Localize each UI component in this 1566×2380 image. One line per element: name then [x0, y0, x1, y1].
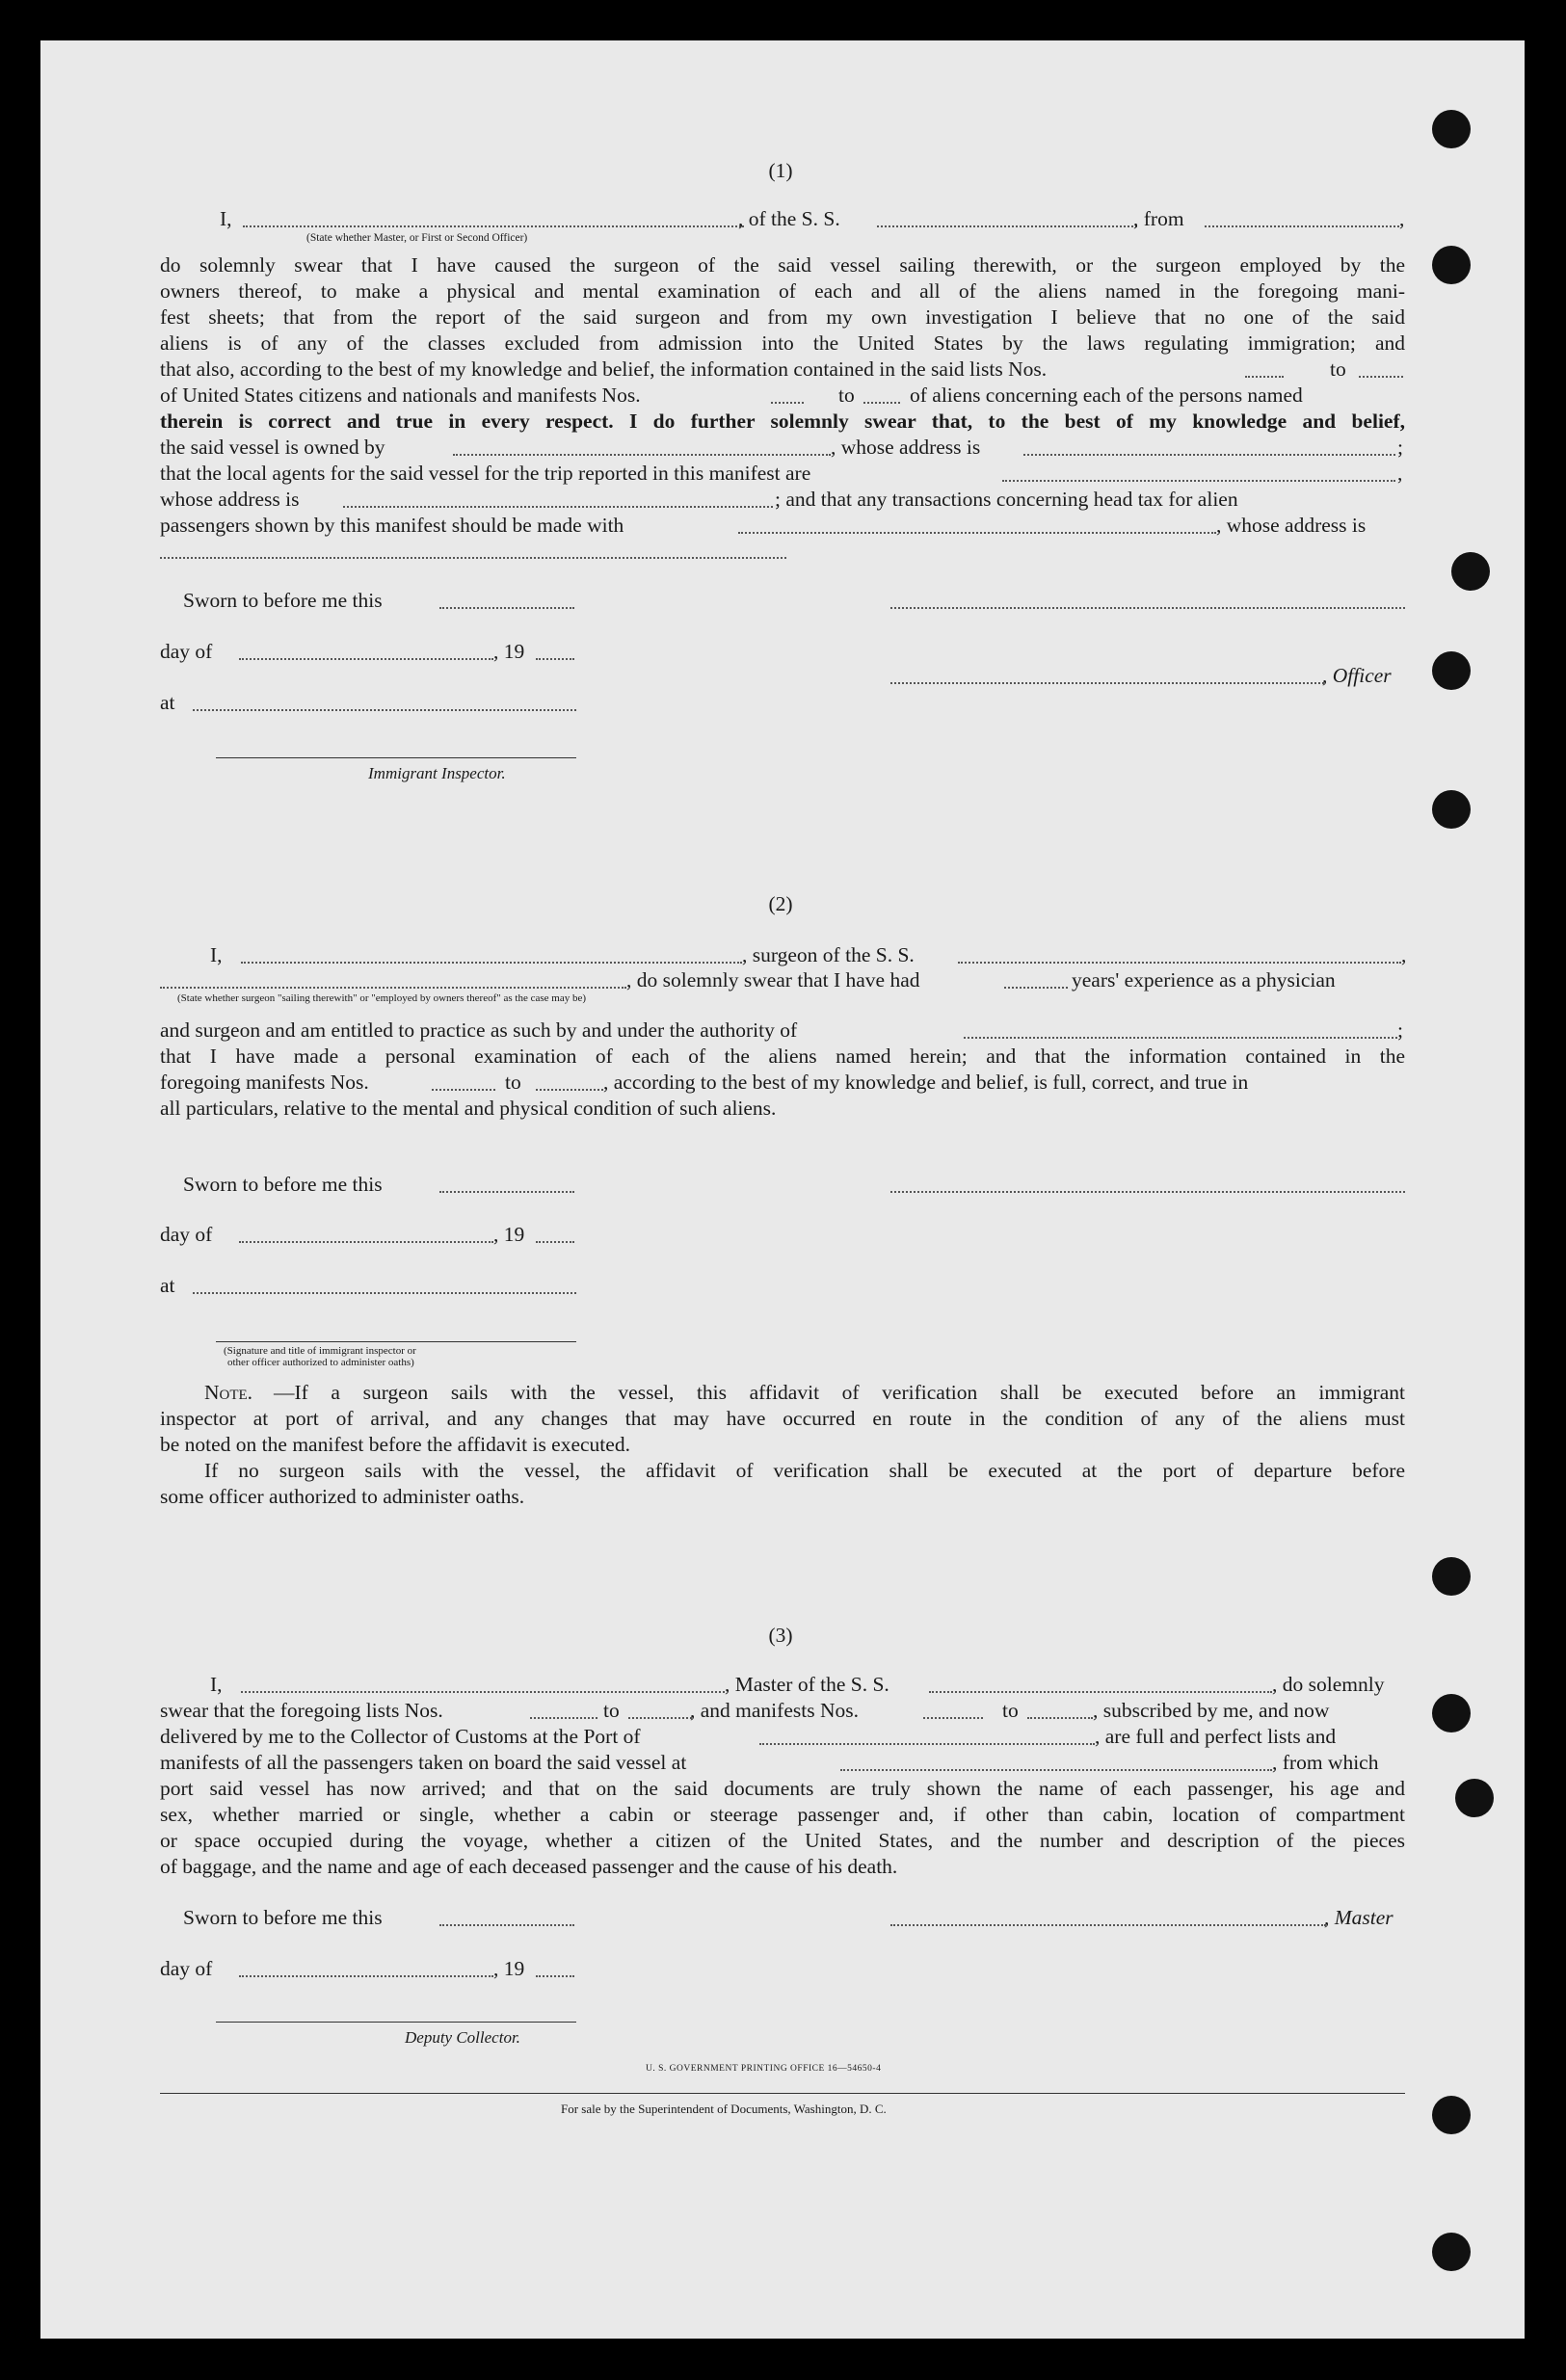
- year-field[interactable]: [536, 1975, 574, 1977]
- inspector-signature-line[interactable]: [216, 1341, 576, 1342]
- head-tax-field[interactable]: [738, 532, 1216, 534]
- place-field[interactable]: [193, 709, 576, 711]
- note-text: some officer authorized to administer oaths.: [160, 1485, 525, 1508]
- field-note: (State whether Master, or First or Second Officer): [306, 232, 528, 244]
- note-text: inspector at port of arrival, and any changes that may have occurred en route in the condition of any of the aliens must: [160, 1407, 1405, 1430]
- place-field[interactable]: [193, 1292, 576, 1294]
- ship-label: , of the S. S.: [738, 207, 840, 230]
- collector-signature-line[interactable]: [216, 2022, 576, 2023]
- master-name-field[interactable]: [241, 1691, 725, 1693]
- authority-field[interactable]: [964, 1037, 1397, 1039]
- surgeon-name-field[interactable]: [241, 962, 742, 964]
- note-text: —If a surgeon sails with the vessel, this affidavit of verification shall be executed before an immigrant: [274, 1381, 1405, 1404]
- inspector-label: Immigrant Inspector.: [368, 764, 506, 782]
- oath-text: fest sheets; that from the report of the said surgeon and from my own investigation I believe that no one of the said: [160, 305, 1405, 329]
- section-number: (1): [768, 159, 793, 182]
- port-from-field[interactable]: [1205, 225, 1399, 227]
- section-number: (3): [768, 1624, 793, 1647]
- surgeon-status-field[interactable]: [160, 987, 626, 989]
- oath-label: I,: [220, 207, 232, 230]
- surgeon-signature-field[interactable]: [890, 1191, 1405, 1193]
- master-signature-field[interactable]: [890, 1924, 1326, 1926]
- manifest-from-field[interactable]: [432, 1089, 495, 1091]
- agents-address-field[interactable]: [343, 506, 773, 508]
- ship-name-field[interactable]: [929, 1691, 1272, 1693]
- ship-name-field[interactable]: [958, 962, 1401, 964]
- oath-text: that also, according to the best of my knowledge and belief, the information contained in the said lists Nos.: [160, 357, 1048, 381]
- oath-text: of United States citizens and nationals and manifests Nos.: [160, 383, 641, 407]
- punch-hole: [1451, 552, 1490, 591]
- oath-text: that the local agents for the said vessel for the trip reported in this manifest are: [160, 462, 811, 485]
- port-field[interactable]: [759, 1743, 1095, 1745]
- oath-text: therein is correct and true in every respect. I do further solemnly swear that, to the best of my knowledge and belief,: [160, 410, 1405, 433]
- sworn-label: Sworn to before me this: [183, 589, 383, 612]
- note-heading: Note.: [204, 1381, 253, 1404]
- month-field[interactable]: [239, 1241, 493, 1243]
- punch-hole: [1432, 1694, 1471, 1732]
- manifest-to-field[interactable]: [863, 402, 900, 404]
- oath-text: owners thereof, to make a physical and mental examination of each and all of the aliens named in the foregoing mani-: [160, 279, 1405, 303]
- section-number: (2): [768, 892, 793, 915]
- inspector-signature-line[interactable]: [216, 757, 576, 758]
- manifest-to-field[interactable]: [1027, 1717, 1093, 1719]
- punch-hole: [1432, 790, 1471, 829]
- field-note: (State whether surgeon "sailing therewith" or "employed by owners thereof" as the case may be): [177, 992, 587, 1004]
- oath-text: whose address is: [160, 488, 300, 511]
- oath-text: ; and that any transactions concerning head tax for alien: [775, 488, 1238, 511]
- officer-title-field[interactable]: [890, 682, 1324, 684]
- port-of-departure-field[interactable]: [840, 1769, 1272, 1771]
- sworn-day-field[interactable]: [439, 1924, 574, 1926]
- officer-name-field[interactable]: [243, 225, 744, 227]
- sworn-day-field[interactable]: [439, 607, 574, 609]
- owner-field[interactable]: [453, 454, 831, 456]
- list-from-field[interactable]: [530, 1717, 597, 1719]
- at-label: at: [160, 691, 175, 714]
- owner-address-field[interactable]: [1023, 454, 1395, 456]
- punch-hole: [1455, 1779, 1494, 1817]
- oath-text: the said vessel is owned by: [160, 436, 385, 459]
- manifest-to-field[interactable]: [536, 1089, 603, 1091]
- years-field[interactable]: [1004, 987, 1068, 989]
- punch-hole: [1432, 246, 1471, 284]
- manifest-from-field[interactable]: [923, 1717, 983, 1719]
- manifest-from-field[interactable]: [771, 402, 804, 404]
- punch-hole: [1432, 2233, 1471, 2271]
- ship-name-field[interactable]: [877, 225, 1137, 227]
- head-tax-address-field[interactable]: [160, 557, 786, 559]
- punch-hole: [1432, 651, 1471, 690]
- month-field[interactable]: [239, 658, 493, 660]
- sale-note: For sale by the Superintendent of Documents, Washington, D. C.: [561, 2102, 887, 2116]
- footer-rule: [160, 2093, 1405, 2094]
- note-text: be noted on the manifest before the affidavit is executed.: [160, 1433, 630, 1456]
- sworn-day-field[interactable]: [439, 1191, 574, 1193]
- year-field[interactable]: [536, 1241, 574, 1243]
- agents-field[interactable]: [1002, 480, 1395, 482]
- punch-hole: [1432, 2096, 1471, 2134]
- list-from-field[interactable]: [1245, 376, 1284, 378]
- oath-text: of aliens concerning each of the persons named: [910, 383, 1303, 407]
- day-of-label: day of: [160, 640, 213, 663]
- officer-label: , Officer: [1322, 664, 1392, 687]
- year-field[interactable]: [536, 658, 574, 660]
- printing-office-line: U. S. GOVERNMENT PRINTING OFFICE 16—54650-4: [646, 2064, 882, 2074]
- punch-hole: [1432, 1557, 1471, 1596]
- master-label: , Master: [1324, 1906, 1393, 1929]
- punch-hole: [1432, 110, 1471, 148]
- list-to-field[interactable]: [1359, 376, 1403, 378]
- oath-text: do solemnly swear that I have caused the surgeon of the said vessel sailing therewith, or the surgeon employed by the: [160, 253, 1405, 277]
- from-label: , from: [1133, 207, 1184, 230]
- oath-text: passengers shown by this manifest should be made with: [160, 514, 624, 537]
- note-text: If no surgeon sails with the vessel, the affidavit of verification shall be executed at the port of departure before: [204, 1459, 1405, 1482]
- month-field[interactable]: [239, 1975, 493, 1977]
- collector-label: Deputy Collector.: [405, 2028, 520, 2047]
- list-to-field[interactable]: [628, 1717, 692, 1719]
- oath-text: aliens is of any of the classes excluded from admission into the United States by the laws regulating immigration; and: [160, 331, 1405, 355]
- officer-signature-field[interactable]: [890, 607, 1405, 609]
